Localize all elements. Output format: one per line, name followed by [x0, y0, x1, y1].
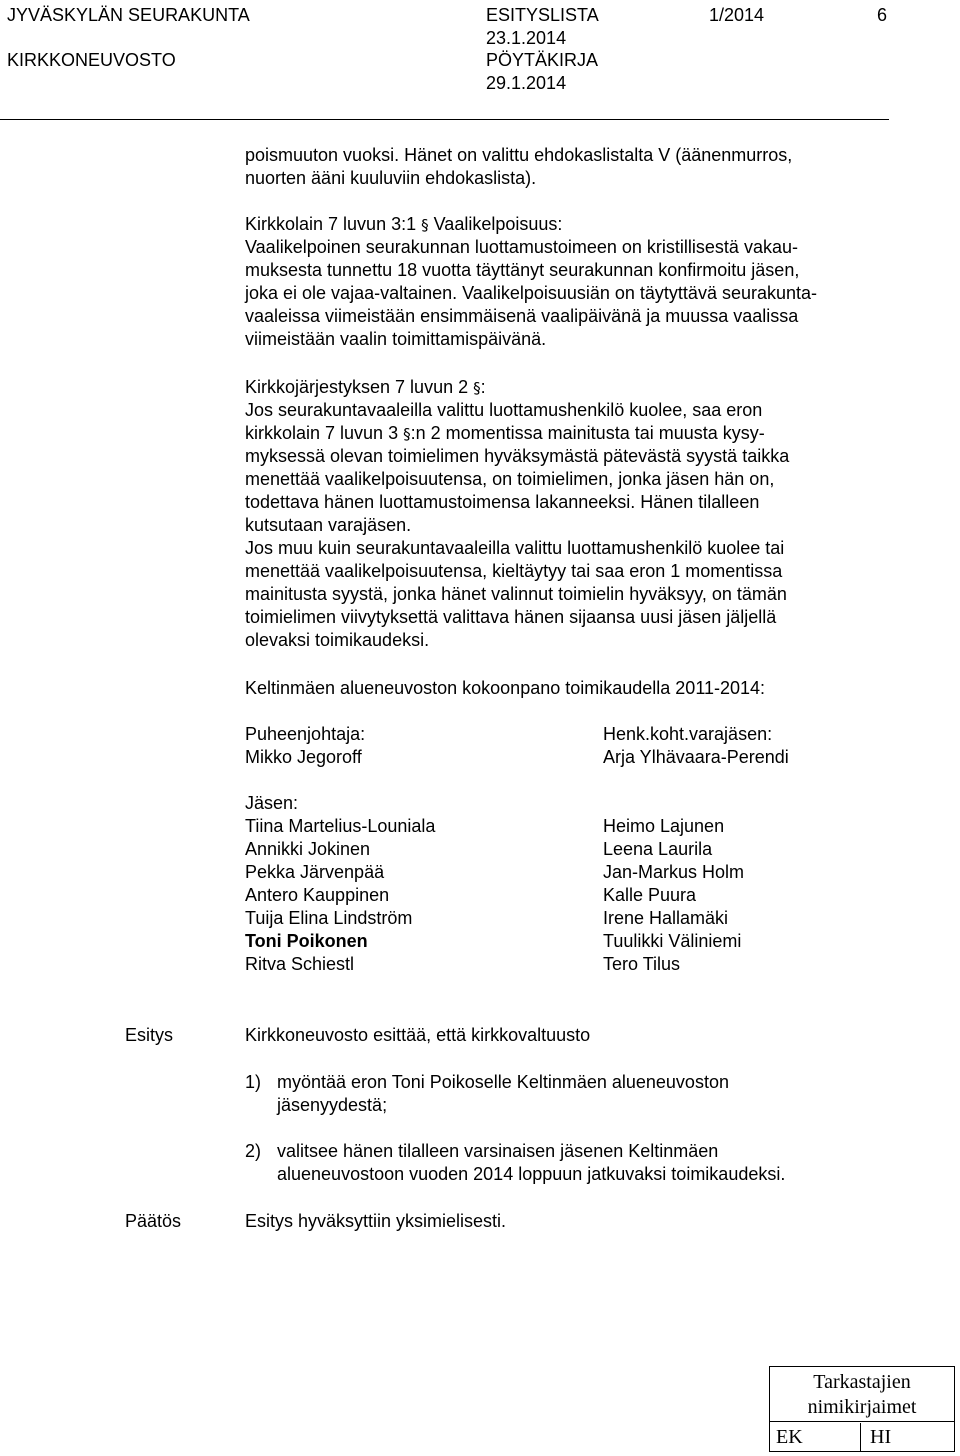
member-name: Antero Kauppinen [245, 885, 390, 905]
signature-box [769, 1366, 955, 1452]
members-label: Jäsen: [245, 793, 299, 813]
intro-line: nuorten ääni kuuluviin ehdokaslista). [245, 168, 537, 188]
proposal-label: Esitys [125, 1025, 174, 1045]
chair-label: Puheenjohtaja: [245, 724, 366, 744]
minutes-label: PÖYTÄKIRJA [486, 50, 599, 70]
intro-line: poismuuton vuoksi. Hänet on valittu ehdokaslistalta V (äänenmurros, [245, 145, 793, 165]
composition-heading: Keltinmäen alueneuvoston kokoonpano toimikaudella 2011-2014: [245, 678, 766, 698]
proposal-text: Kirkkoneuvosto esittää, että kirkkovaltuusto [245, 1025, 591, 1045]
decision-label: Päätös [125, 1211, 182, 1231]
deputy-name: Jan-Markus Holm [603, 862, 745, 882]
church-order-heading: Kirkkojärjestyksen 7 luvun 2 §: [245, 377, 486, 397]
deputy-name: Tero Tilus [603, 954, 681, 974]
paragraph-line: mainitusta syystä, jonka hänet valinnut toimielin hyväksyy, on tämän [245, 584, 787, 604]
member-name: Tiina Martelius-Louniala [245, 816, 436, 836]
paragraph-line: vaaleissa viimeistään ensimmäisenä vaalipäivänä ja muussa vaalissa [245, 306, 799, 326]
paragraph-line: todettava hänen luottamustoimensa lakanneeksi. Hänen tilalleen [245, 492, 760, 512]
paragraph-line: kirkkolain 7 luvun 3 §:n 2 momentissa mainitusta tai muusta kysy- [245, 423, 765, 443]
page-number: 6 [877, 5, 888, 25]
church-law-section [245, 213, 817, 351]
paragraph-line: olevaksi toimikaudeksi. [245, 630, 430, 650]
deputy-name: Leena Laurila [603, 839, 713, 859]
paragraph-line: viimeistään vaalin toimittamispäivänä. [245, 329, 547, 349]
paragraph-line: kutsutaan varajäsen. [245, 515, 412, 535]
member-name: Ritva Schiestl [245, 954, 355, 974]
members-list [245, 815, 435, 976]
signature-initials-1: EK [770, 1423, 861, 1451]
chair-name: Mikko Jegoroff [245, 747, 362, 767]
organization-name: JYVÄSKYLÄN SEURAKUNTA [7, 5, 250, 25]
header-rule [0, 119, 889, 120]
signature-initials-2: HI [870, 1426, 892, 1448]
member-name: Pekka Järvenpää [245, 862, 385, 882]
agenda-date: 23.1.2014 [486, 28, 567, 48]
decision-text: Esitys hyväksyttiin yksimielisesti. [245, 1211, 507, 1231]
member-name-highlighted: Toni Poikonen [245, 931, 368, 951]
paragraph-line: menettää vaalikelpoisuutensa, kieltäytyy tai saa eron 1 momentissa [245, 561, 783, 581]
section-sign: § [403, 425, 411, 443]
paragraph-line: myksessä olevan toimielimen hyväksymästä pätevästä syystä taikka [245, 446, 790, 466]
section-sign: § [421, 216, 429, 234]
deputy-name: Kalle Puura [603, 885, 697, 905]
intro-paragraph [245, 144, 792, 190]
proposal-item-line: valitsee hänen tilalleen varsinaisen jäsenen Keltinmäen [277, 1141, 719, 1161]
chair-deputy-name: Arja Ylhävaara-Perendi [603, 747, 789, 767]
member-name: Tuija Elina Lindström [245, 908, 413, 928]
deputy-label: Henk.koht.varajäsen: [603, 724, 773, 744]
proposal-item-number: 1) [245, 1072, 262, 1092]
paragraph-line: muksesta tunnettu 18 vuotta täyttänyt seurakunnan konfirmoitu jäsen, [245, 260, 800, 280]
deputies-list [603, 815, 744, 976]
proposal-item [277, 1071, 729, 1117]
proposal-item-line: alueneuvostoon vuoden 2014 loppuun jatkuvaksi toimikaudeksi. [277, 1164, 786, 1184]
agenda-label: ESITYSLISTA [486, 5, 599, 25]
deputy-name: Tuulikki Väliniemi [603, 931, 742, 951]
church-law-heading: Kirkkolain 7 luvun 3:1 § Vaalikelpoisuus: [245, 214, 563, 234]
paragraph-line: menettää vaalikelpoisuutensa, on toimielimen, jonka jäsen hän on, [245, 469, 775, 489]
minutes-date: 29.1.2014 [486, 73, 567, 93]
proposal-item-line: jäsenyydestä; [277, 1095, 388, 1115]
paragraph-line: toimielimen viivytyksettä valittava hänen sijaansa uusi jäsen jäljellä [245, 607, 777, 627]
paragraph-line: joka ei ole vajaa-valtainen. Vaalikelpoisuusiän on täytyttävä seurakunta- [245, 283, 818, 303]
meeting-number: 1/2014 [709, 5, 765, 25]
proposal-item [277, 1140, 785, 1186]
proposal-item-line: myöntää eron Toni Poikoselle Keltinmäen alueneuvoston [277, 1072, 729, 1092]
member-name: Annikki Jokinen [245, 839, 371, 859]
deputy-name: Heimo Lajunen [603, 816, 725, 836]
paragraph-line: Jos muu kuin seurakuntavaaleilla valittu luottamushenkilö kuolee tai [245, 538, 785, 558]
section-sign: § [473, 379, 481, 397]
paragraph-line: Jos seurakuntavaaleilla valittu luottamushenkilö kuolee, saa eron [245, 400, 763, 420]
signature-box-title: Tarkastajien nimikirjaimet [770, 1367, 954, 1422]
paragraph-line: Vaalikelpoinen seurakunnan luottamustoimeen on kristillisestä vakau- [245, 237, 798, 257]
proposal-item-number: 2) [245, 1141, 262, 1161]
body-name: KIRKKONEUVOSTO [7, 50, 176, 70]
church-order-section [245, 376, 789, 652]
deputy-name: Irene Hallamäki [603, 908, 729, 928]
